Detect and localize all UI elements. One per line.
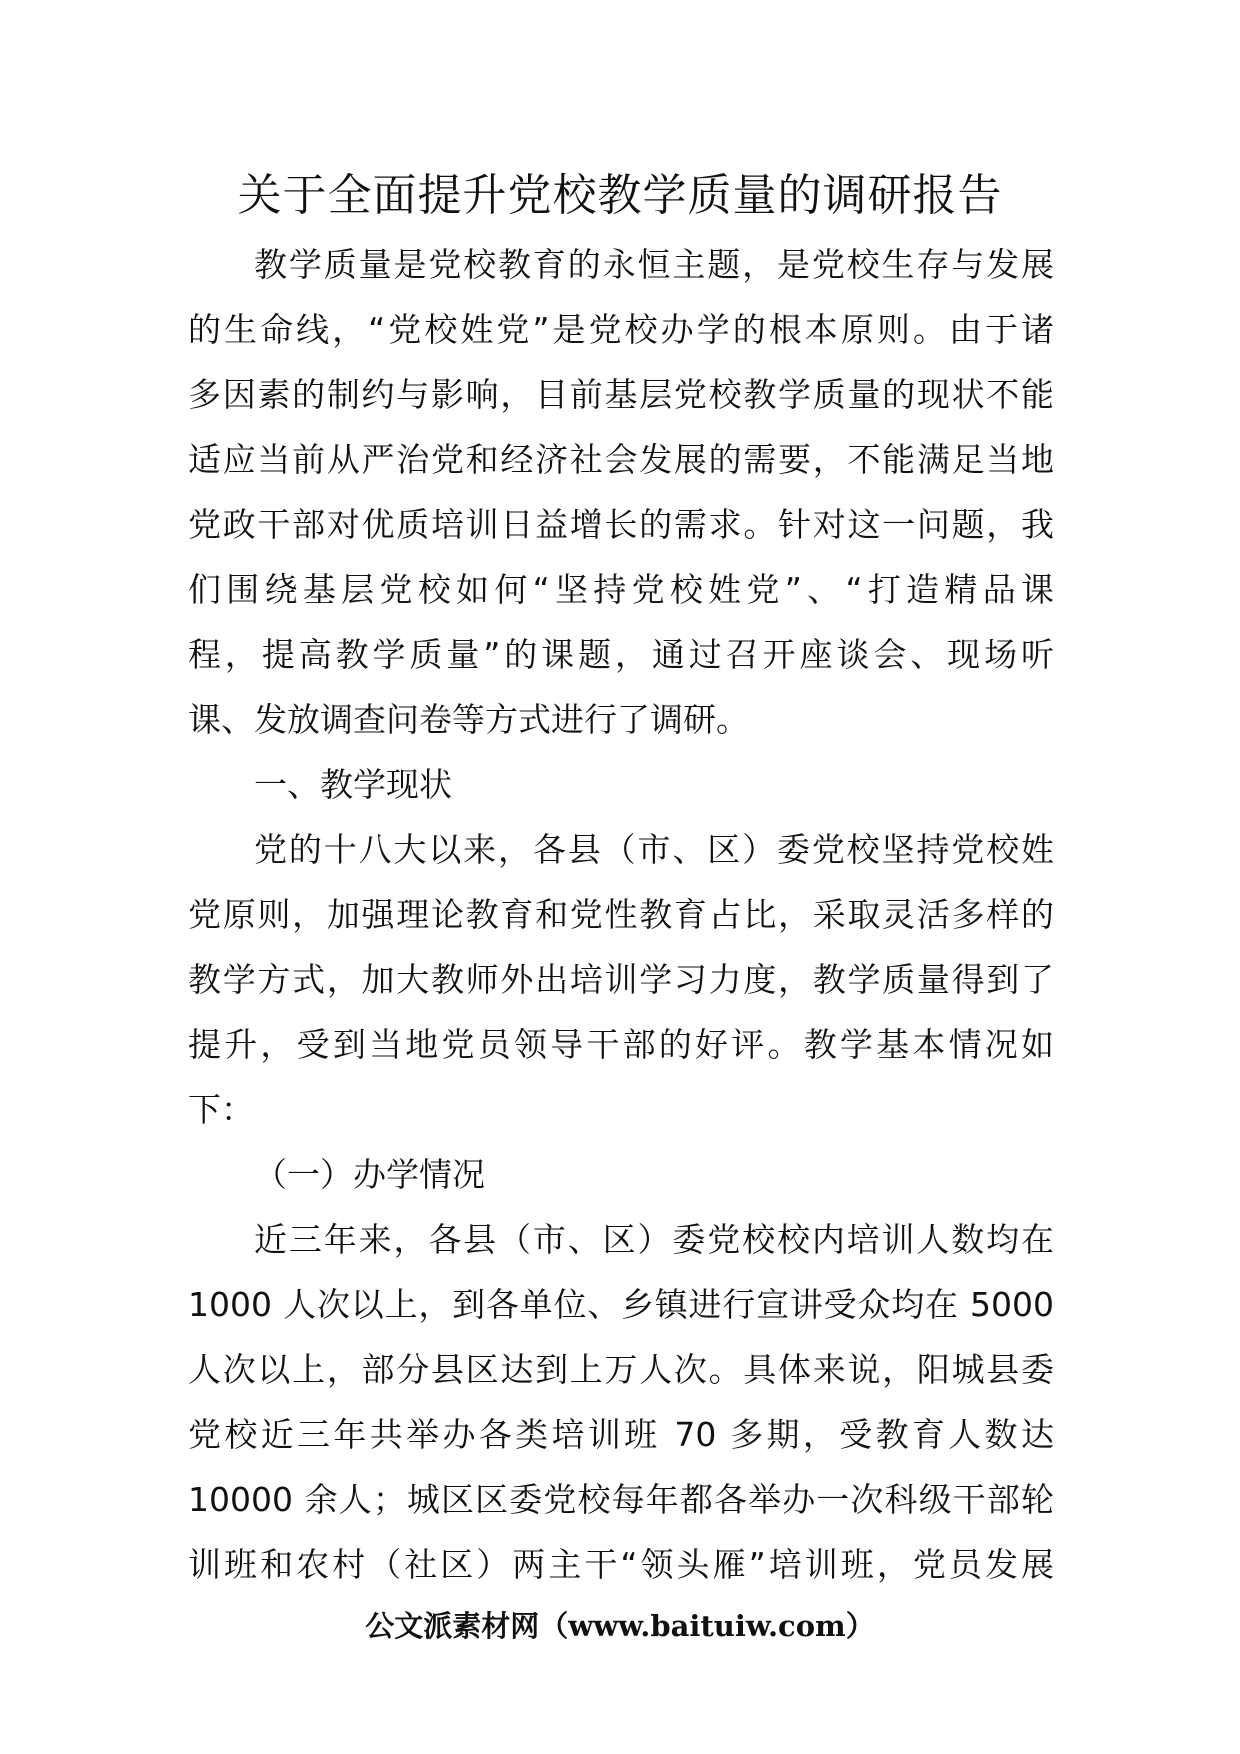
paragraph-line: 程，提高教学质量”的课题，通过召开座谈会、现场听 xyxy=(188,635,1054,674)
subsection-heading: （一）办学情况 xyxy=(254,1155,485,1194)
paragraph-line: 下： xyxy=(188,1090,254,1129)
section-heading: 一、教学现状 xyxy=(254,765,452,804)
footer-watermark: 公文派素材网（www.baituiw.com） xyxy=(365,1609,875,1643)
paragraph-line: 适应当前从严治党和经济社会发展的需要，不能满足当地 xyxy=(188,440,1054,479)
paragraph-line: 教学方式，加大教师外出培训学习力度，教学质量得到了 xyxy=(188,960,1054,999)
paragraph-line: 们围绕基层党校如何“坚持党校姓党”、“打造精品课 xyxy=(188,570,1054,609)
paragraph-line: 党政干部对优质培训日益增长的需求。针对这一问题，我 xyxy=(188,505,1054,544)
paragraph-line: 10000 余人；城区区委党校每年都各举办一次科级干部轮 xyxy=(188,1480,1054,1519)
paragraph-line: 党原则，加强理论教育和党性教育占比，采取灵活多样的 xyxy=(188,895,1054,934)
paragraph-line: 课、发放调查问卷等方式进行了调研。 xyxy=(188,700,749,739)
paragraph-line: 党校近三年共举办各类培训班 70 多期，受教育人数达 xyxy=(188,1415,1054,1454)
paragraph-line: 的生命线，“党校姓党”是党校办学的根本原则。由于诸 xyxy=(188,310,1054,349)
paragraph-line: 1000 人次以上，到各单位、乡镇进行宣讲受众均在 5000 xyxy=(188,1285,1054,1324)
paragraph-line: 近三年来，各县（市、区）委党校校内培训人数均在 xyxy=(254,1220,1054,1259)
paragraph-line: 教学质量是党校教育的永恒主题，是党校生存与发展 xyxy=(254,245,1054,284)
paragraph-line: 多因素的制约与影响，目前基层党校教学质量的现状不能 xyxy=(188,375,1054,414)
paragraph-line: 党的十八大以来，各县（市、区）委党校坚持党校姓 xyxy=(254,830,1054,869)
paragraph-line: 提升，受到当地党员领导干部的好评。教学基本情况如 xyxy=(188,1025,1054,1064)
paragraph-line: 人次以上，部分县区达到上万人次。具体来说，阳城县委 xyxy=(188,1350,1054,1389)
document-title: 关于全面提升党校教学质量的调研报告 xyxy=(237,170,1003,221)
document-body xyxy=(188,232,1054,1597)
paragraph-line: 训班和农村（社区）两主干“领头雁”培训班，党员发展 xyxy=(188,1545,1054,1584)
